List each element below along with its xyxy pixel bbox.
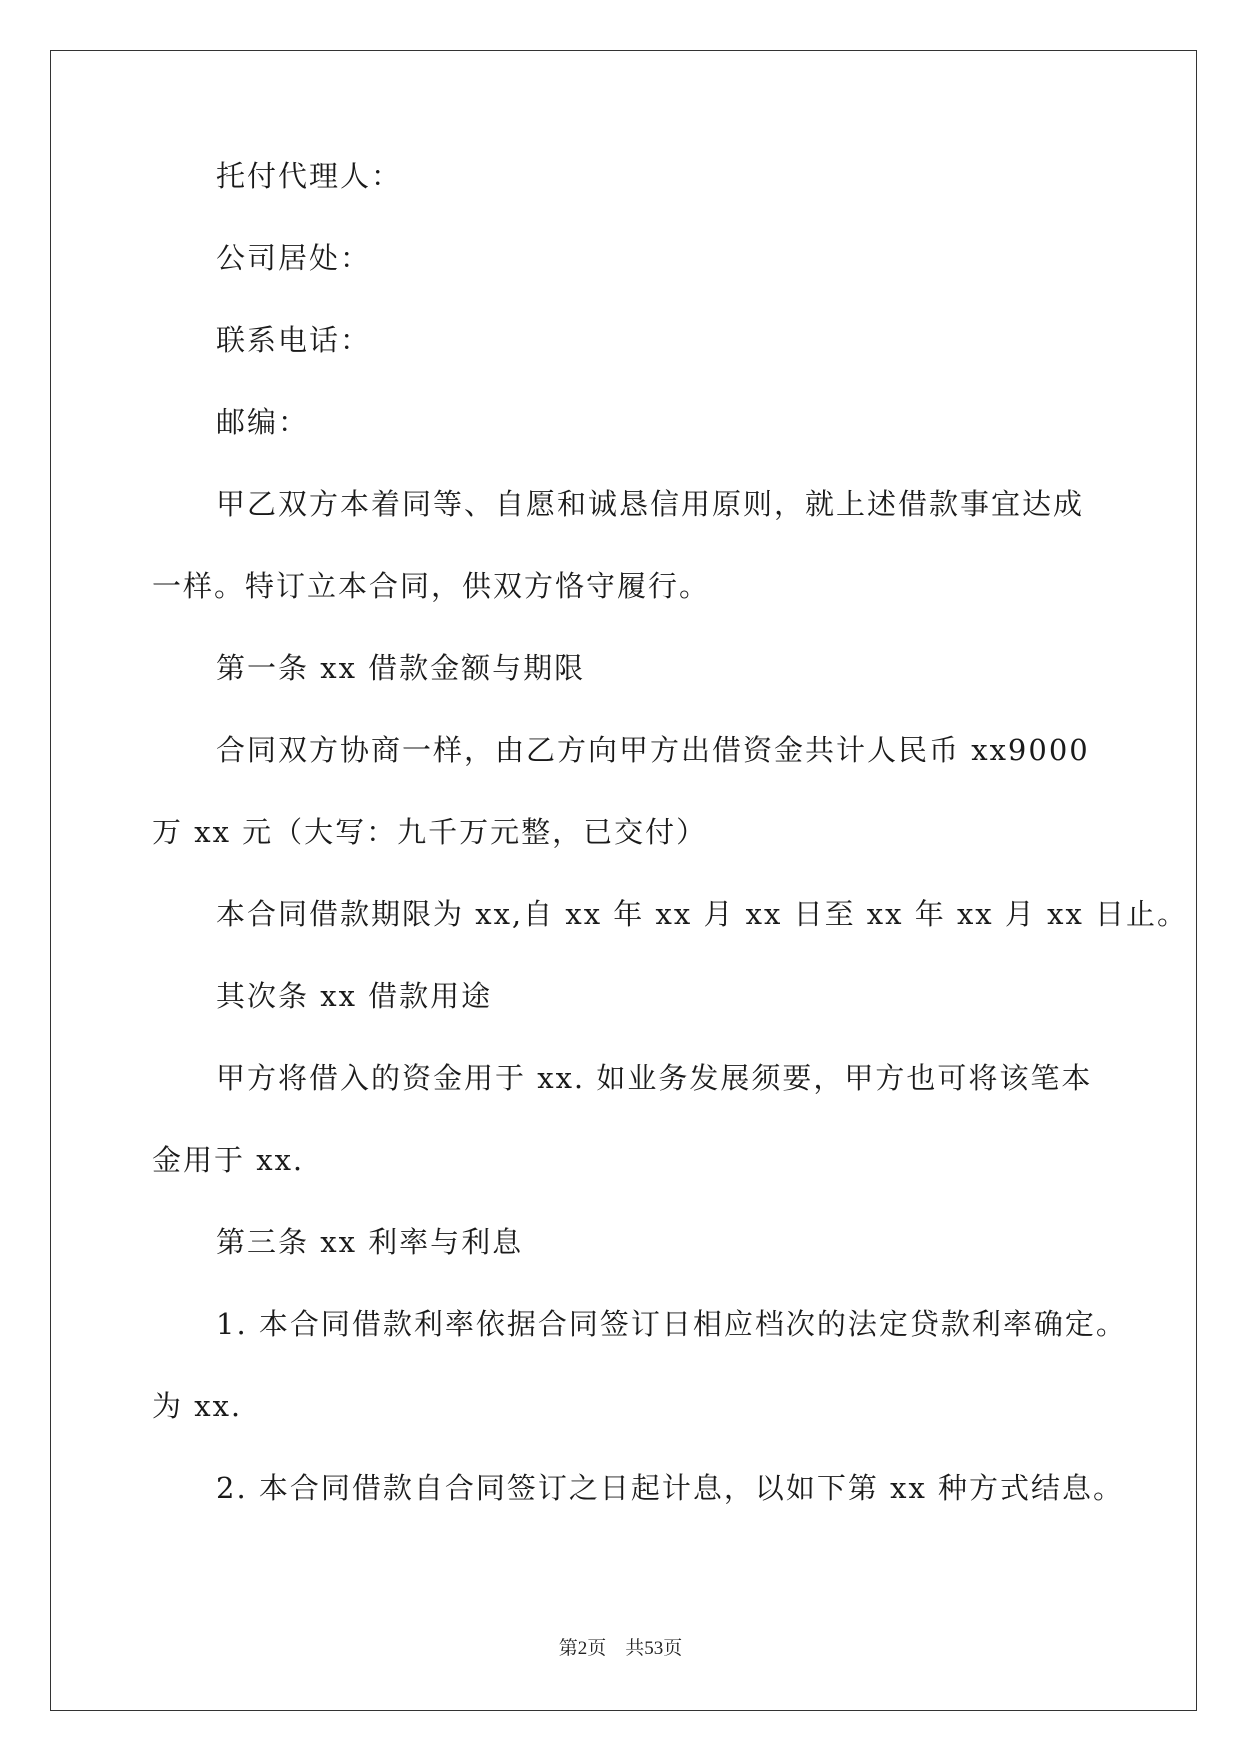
- total-pages: 53: [644, 1638, 664, 1659]
- page-footer: [0, 1633, 1241, 1660]
- document-body: [152, 159, 1189, 1529]
- total-label-suffix: 页: [663, 1638, 683, 1659]
- paragraph: 1. 本合同借款利率依据合同签订日相应档次的法定贷款利率确定。: [216, 1307, 1127, 1341]
- paragraph: 联系电话：: [216, 323, 372, 357]
- section-heading: 第三条 xx 利率与利息: [216, 1225, 524, 1259]
- page-label-suffix: 页: [587, 1638, 607, 1659]
- section-heading: 第一条 xx 借款金额与期限: [216, 651, 586, 685]
- page-label-prefix: 第: [558, 1638, 578, 1659]
- paragraph: 甲乙双方本着同等、自愿和诚恳信用原则，就上述借款事宜达成: [216, 487, 1085, 521]
- paragraph: 邮编：: [216, 405, 310, 439]
- paragraph: 一样。特订立本合同，供双方恪守履行。: [152, 569, 711, 603]
- total-label-prefix: 共: [625, 1638, 645, 1659]
- paragraph: 万 xx 元（大写：九千万元整，已交付）: [152, 815, 708, 849]
- section-heading: 其次条 xx 借款用途: [216, 979, 493, 1013]
- paragraph: 金用于 xx.: [152, 1143, 305, 1177]
- paragraph: 本合同借款期限为 xx,自 xx 年 xx 月 xx 日至 xx 年 xx 月 xx 日止。: [216, 897, 1189, 931]
- paragraph: 2. 本合同借款自合同签订之日起计息，以如下第 xx 种方式结息。: [216, 1471, 1125, 1505]
- page-number: 2: [577, 1638, 588, 1659]
- paragraph: 为 xx.: [152, 1389, 243, 1423]
- paragraph: 公司居处：: [216, 241, 372, 275]
- paragraph: 托付代理人：: [216, 159, 403, 193]
- paragraph: 甲方将借入的资金用于 xx. 如业务发展须要，甲方也可将该笔本: [216, 1061, 1093, 1095]
- paragraph: 合同双方协商一样，由乙方向甲方出借资金共计人民币 xx9000: [216, 733, 1090, 767]
